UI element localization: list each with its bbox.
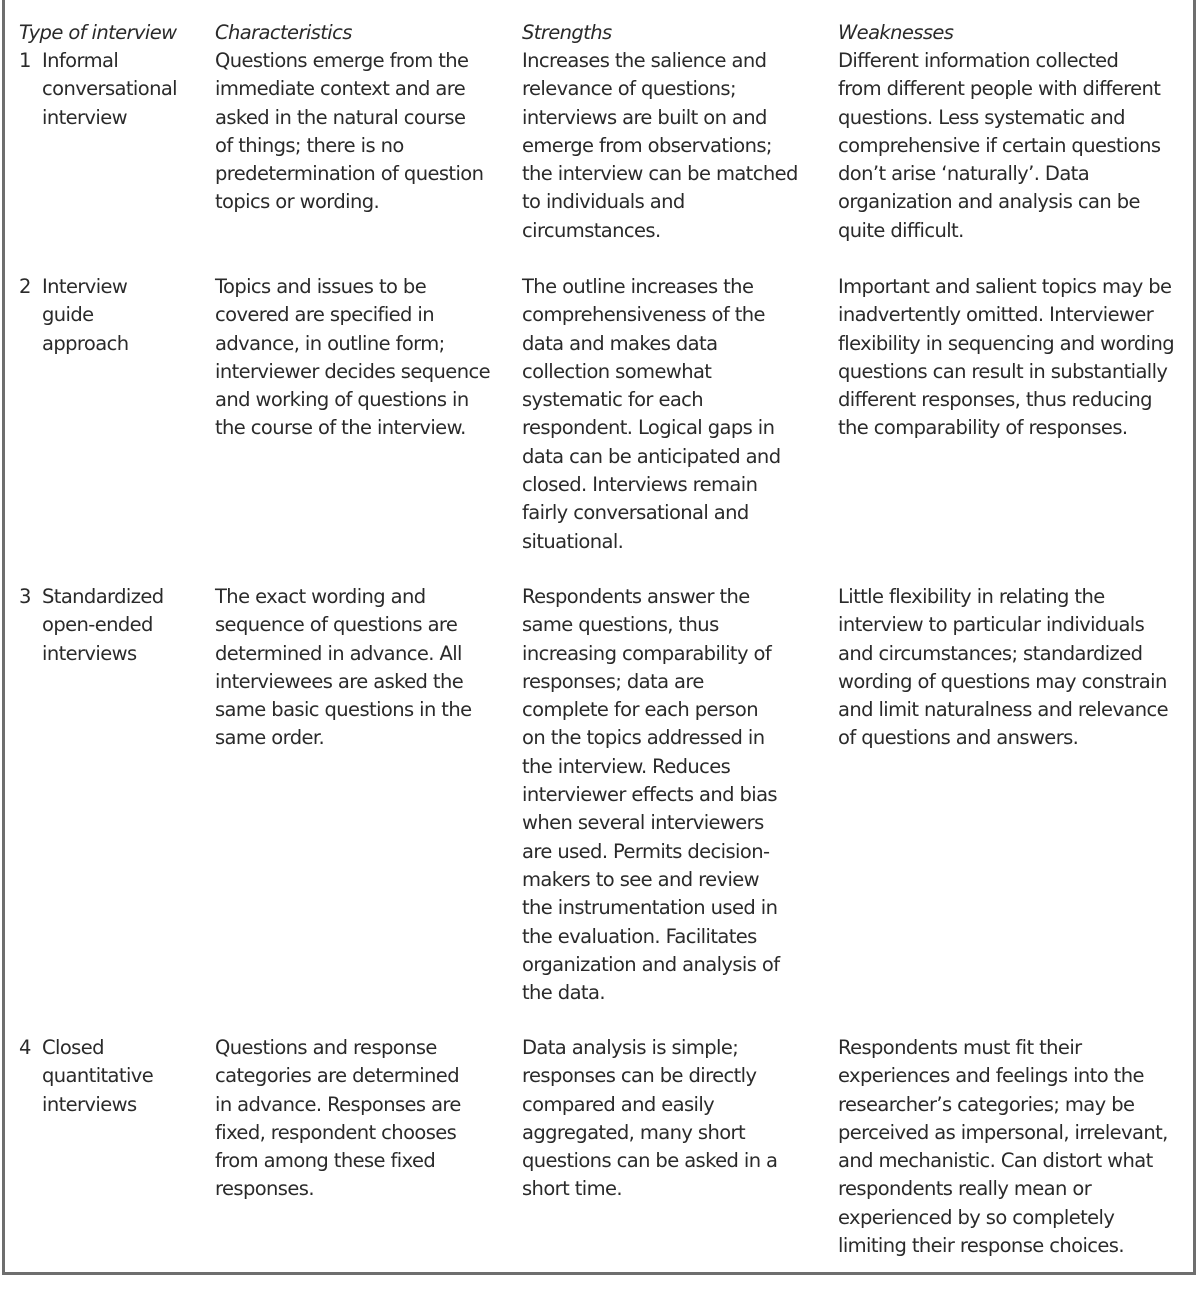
cell-text-line: Increases the salience and — [522, 49, 767, 72]
header-strengths: Strengths — [522, 21, 612, 44]
cell-text-line: emerge from observations; — [522, 133, 772, 157]
cell-type — [42, 273, 128, 358]
cell-text-line: in advance. Responses are — [215, 1092, 461, 1116]
cell-text-line: are used. Permits decision- — [522, 839, 770, 863]
cell-text-line: the interview. Reduces — [522, 754, 731, 778]
cell-text-line: Data analysis is simple; — [522, 1036, 739, 1059]
cell-text-line: aggregated, many short — [522, 1120, 745, 1144]
cell-strengths — [522, 273, 780, 556]
cell-text-line: of things; there is no — [215, 133, 404, 157]
cell-text-line: questions can result in substantially — [838, 359, 1168, 383]
cell-strengths — [522, 583, 779, 1007]
cell-text-line: relevance of questions; — [522, 77, 736, 101]
cell-text-line: Informal — [42, 49, 119, 72]
cell-characteristics — [215, 273, 490, 443]
cell-text-line: interviewer effects and bias — [522, 783, 777, 807]
cell-text-line: don’t arise ‘naturally’. Data — [838, 162, 1090, 186]
header-type-of-interview: Type of interview — [19, 21, 177, 44]
cell-text-line: advance, in outline form; — [215, 331, 445, 355]
cell-text-line: of questions and answers. — [838, 726, 1079, 750]
cell-text-line: conversational — [42, 77, 177, 101]
cell-text-line: interviews are built on and — [522, 105, 767, 129]
cell-text-line: to individuals and — [522, 190, 685, 214]
cell-text-line: and mechanistic. Can distort what — [838, 1149, 1153, 1173]
cell-text-line: limiting their response choices. — [838, 1234, 1124, 1258]
cell-text-line: comprehensive if certain questions — [838, 133, 1161, 157]
cell-weaknesses — [838, 47, 1160, 245]
cell-text-line: immediate context and are — [215, 77, 466, 101]
cell-text-line: flexibility in sequencing and wording — [838, 331, 1174, 355]
cell-text-line: questions can be asked in a — [522, 1149, 778, 1173]
cell-text-line: data and makes data — [522, 331, 718, 355]
cell-text-line: topics or wording. — [215, 190, 380, 214]
cell-text-line: Important and salient topics may be — [838, 275, 1172, 298]
cell-text-line: perceived as impersonal, irrelevant, — [838, 1120, 1168, 1144]
cell-text-line: categories are determined — [215, 1064, 459, 1088]
cell-text-line: organization and analysis of — [522, 952, 780, 976]
cell-text-line: Topics and issues to be — [215, 275, 427, 298]
cell-text-line: the comparability of responses. — [838, 416, 1128, 440]
cell-text-line: interviews — [42, 1092, 137, 1116]
cell-text-line: on the topics addressed in — [522, 726, 765, 750]
cell-text-line: data can be anticipated and — [522, 444, 781, 468]
cell-text-line: the instrumentation used in — [522, 896, 778, 920]
cell-text-line: The exact wording and — [215, 585, 426, 608]
cell-text-line: Respondents must fit their — [838, 1036, 1082, 1059]
cell-text-line: increasing comparability of — [522, 641, 772, 665]
cell-type — [42, 583, 164, 668]
cell-text-line: respondents really mean or — [838, 1177, 1092, 1201]
cell-text-line: inadvertently omitted. Interviewer — [838, 303, 1154, 327]
cell-text-line: interviewer decides sequence — [215, 359, 490, 383]
cell-text-line: wording of questions may constrain — [838, 669, 1167, 693]
cell-text-line: quite difficult. — [838, 218, 964, 242]
cell-weaknesses — [838, 583, 1168, 753]
header-characteristics: Characteristics — [215, 21, 352, 44]
cell-text-line: fixed, respondent chooses — [215, 1120, 457, 1144]
cell-text-line: makers to see and review — [522, 867, 760, 891]
cell-text-line: responses. — [215, 1177, 314, 1201]
cell-text-line: Respondents answer the — [522, 585, 750, 608]
cell-text-line: covered are specified in — [215, 303, 434, 327]
header-weaknesses: Weaknesses — [838, 21, 954, 44]
cell-text-line: asked in the natural course — [215, 105, 466, 129]
cell-text-line: Standardized — [42, 585, 164, 608]
cell-text-line: closed. Interviews remain — [522, 473, 758, 497]
cell-text-line: Little flexibility in relating the — [838, 585, 1105, 608]
cell-type — [42, 1034, 153, 1119]
cell-text-line: determined in advance. All — [215, 641, 462, 665]
cell-text-line: organization and analysis can be — [838, 190, 1140, 214]
cell-text-line: Questions and response — [215, 1036, 437, 1059]
cell-text-line: approach — [42, 331, 129, 355]
cell-text-line: fairly conversational and — [522, 501, 749, 525]
cell-text-line: Closed — [42, 1036, 104, 1059]
cell-text-line: and working of questions in — [215, 388, 469, 412]
row-number: 3 — [19, 585, 32, 608]
cell-text-line: complete for each person — [522, 698, 758, 722]
cell-text-line: researcher’s categories; may be — [838, 1092, 1135, 1116]
cell-text-line: open-ended — [42, 613, 153, 637]
cell-characteristics — [215, 47, 483, 217]
row-number: 1 — [19, 49, 32, 72]
cell-text-line: systematic for each — [522, 388, 704, 412]
cell-strengths — [522, 47, 798, 245]
cell-type — [42, 47, 177, 132]
cell-text-line: from among these fixed — [215, 1149, 436, 1173]
cell-text-line: Questions emerge from the — [215, 49, 469, 72]
cell-text-line: The outline increases the — [522, 275, 754, 298]
cell-text-line: circumstances. — [522, 218, 661, 242]
cell-text-line: the interview can be matched — [522, 162, 798, 186]
cell-weaknesses — [838, 273, 1174, 443]
cell-text-line: same order. — [215, 726, 325, 750]
cell-text-line: questions. Less systematic and — [838, 105, 1125, 129]
cell-text-line: the course of the interview. — [215, 416, 466, 440]
row-number: 2 — [19, 275, 32, 298]
cell-text-line: same questions, thus — [522, 613, 719, 637]
cell-text-line: situational. — [522, 529, 624, 553]
cell-text-line: responses can be directly — [522, 1064, 757, 1088]
cell-weaknesses — [838, 1034, 1168, 1260]
cell-text-line: interviewees are asked the — [215, 669, 464, 693]
cell-text-line: Interview — [42, 275, 128, 298]
cell-text-line: and limit naturalness and relevance — [838, 698, 1169, 722]
cell-text-line: Different information collected — [838, 49, 1119, 72]
cell-text-line: interviews — [42, 641, 137, 665]
cell-strengths — [522, 1034, 777, 1204]
cell-text-line: experiences and feelings into the — [838, 1064, 1144, 1088]
cell-text-line: different responses, thus reducing — [838, 388, 1152, 412]
cell-text-line: comprehensiveness of the — [522, 303, 765, 327]
cell-text-line: respondent. Logical gaps in — [522, 416, 775, 440]
cell-text-line: the evaluation. Facilitates — [522, 924, 757, 948]
cell-text-line: quantitative — [42, 1064, 154, 1088]
cell-text-line: guide — [42, 303, 94, 327]
cell-text-line: responses; data are — [522, 669, 704, 693]
cell-text-line: compared and easily — [522, 1092, 715, 1116]
cell-text-line: and circumstances; standardized — [838, 641, 1143, 665]
cell-text-line: when several interviewers — [522, 811, 764, 835]
cell-text-line: sequence of questions are — [215, 613, 458, 637]
row-number: 4 — [19, 1036, 32, 1059]
cell-text-line: collection somewhat — [522, 359, 712, 383]
cell-text-line: from different people with different — [838, 77, 1161, 101]
cell-characteristics — [215, 1034, 461, 1204]
cell-text-line: the data. — [522, 981, 605, 1005]
cell-text-line: interview to particular individuals — [838, 613, 1145, 637]
cell-text-line: predetermination of question — [215, 162, 484, 186]
cell-text-line: interview — [42, 105, 127, 129]
cell-text-line: short time. — [522, 1177, 622, 1201]
cell-characteristics — [215, 583, 472, 753]
cell-text-line: same basic questions in the — [215, 698, 472, 722]
cell-text-line: experienced by so completely — [838, 1205, 1115, 1229]
